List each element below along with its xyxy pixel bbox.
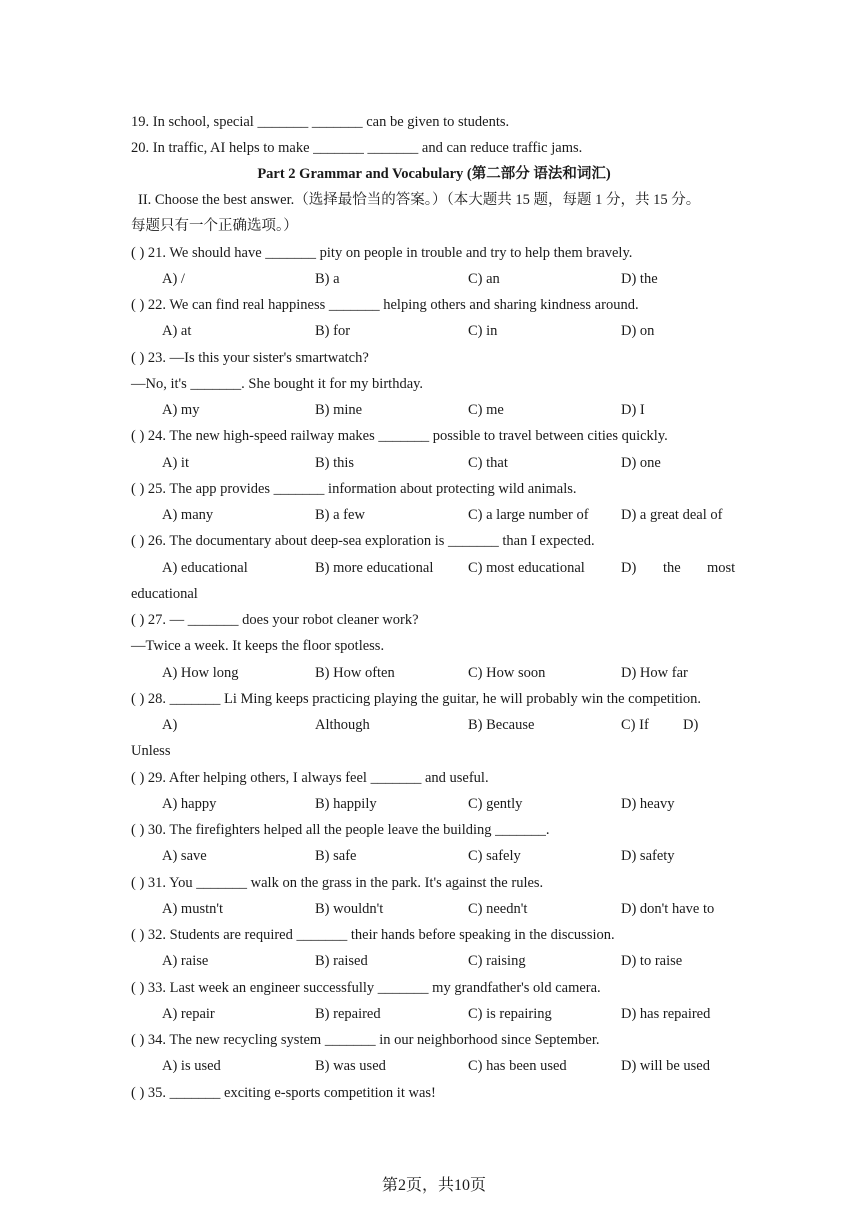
- option-a: A) at: [162, 323, 192, 339]
- question-34-stem: ( ) 34. The new recycling system _______ in our neighborhood since September.: [131, 1032, 600, 1048]
- option-c: C) needn't: [468, 901, 528, 917]
- option-d: D) How far: [621, 665, 688, 681]
- option-b: B) was used: [315, 1058, 386, 1074]
- option-b: B) a few: [315, 507, 365, 523]
- question-26-option-d-wrap: educational: [131, 586, 198, 602]
- option-c: C) raising: [468, 953, 526, 969]
- question-21-stem: ( ) 21. We should have _______ pity on people in trouble and try to help them bravely.: [131, 245, 633, 261]
- option-b: B) for: [315, 323, 351, 339]
- option-b: B) more educational: [315, 560, 434, 576]
- option-d-word-2: most: [707, 560, 736, 576]
- question-21-options: [131, 270, 739, 288]
- question-19: 19. In school, special _______ _______ can be given to students.: [131, 114, 510, 130]
- option-d: D): [683, 717, 699, 733]
- question-23-options: [131, 401, 739, 419]
- option-a: A) How long: [162, 665, 239, 681]
- question-25-stem: ( ) 25. The app provides _______ information about protecting wild animals.: [131, 481, 577, 497]
- question-32-stem: ( ) 32. Students are required _______ their hands before speaking in the discussion.: [131, 927, 615, 943]
- option-c: C) that: [468, 455, 508, 471]
- option-b: B) Because: [468, 717, 535, 733]
- option-c: C) me: [468, 402, 504, 418]
- option-c: C) has been used: [468, 1058, 567, 1074]
- instruction-line-1: II. Choose the best answer.（选择最恰当的答案。）（本大题共 15 题，每题 1 分，共 15 分。: [138, 192, 701, 208]
- option-b: B) How often: [315, 665, 395, 681]
- question-23-stem: ( ) 23. —Is this your sister's smartwatch?: [131, 350, 369, 366]
- option-b: B) happily: [315, 796, 377, 812]
- question-28-options: [131, 716, 739, 734]
- option-b: B) this: [315, 455, 355, 471]
- option-c: C) safely: [468, 848, 521, 864]
- option-a: A) repair: [162, 1006, 215, 1022]
- option-a: A) happy: [162, 796, 217, 812]
- question-33-stem: ( ) 33. Last week an engineer successfully _______ my grandfather's old camera.: [131, 980, 601, 996]
- option-a: A) it: [162, 455, 189, 471]
- option-c: C) is repairing: [468, 1006, 552, 1022]
- question-29-stem: ( ) 29. After helping others, I always feel _______ and useful.: [131, 770, 489, 786]
- question-27-reply: —Twice a week. It keeps the floor spotless.: [131, 638, 385, 654]
- option-c: C) a large number of: [468, 507, 589, 523]
- question-28-option-d-wrap: Unless: [131, 743, 171, 759]
- option-d: D) one: [621, 455, 661, 471]
- question-33-options: [131, 1005, 739, 1023]
- option-d: D) a great deal of: [621, 507, 723, 523]
- option-a: A) mustn't: [162, 901, 224, 917]
- question-22-options: [131, 322, 739, 340]
- option-d: D) will be used: [621, 1058, 710, 1074]
- option-a: A) educational: [162, 560, 248, 576]
- question-24-stem: ( ) 24. The new high-speed railway makes _______ possible to travel between cities quickly.: [131, 428, 668, 444]
- option-b: B) repaired: [315, 1006, 381, 1022]
- question-32-options: [131, 952, 739, 970]
- option-c: C) If: [621, 717, 649, 733]
- option-d: D) the: [621, 271, 658, 287]
- option-c: C) How soon: [468, 665, 546, 681]
- option-b: B) wouldn't: [315, 901, 384, 917]
- option-d: D) to raise: [621, 953, 683, 969]
- option-a: A) raise: [162, 953, 209, 969]
- page-number: 第2页，共10页: [381, 1177, 486, 1194]
- question-27-stem: ( ) 27. — _______ does your robot cleaner work?: [131, 612, 419, 628]
- option-a: A) save: [162, 848, 207, 864]
- question-24-options: [131, 454, 739, 472]
- question-29-options: [131, 795, 739, 813]
- option-a: A) my: [162, 402, 200, 418]
- option-c: C) an: [468, 271, 500, 287]
- option-b: B) safe: [315, 848, 357, 864]
- instruction-line-2: 每题只有一个正确选项。）: [131, 218, 298, 234]
- option-a: A): [162, 717, 178, 733]
- option-a: A) is used: [162, 1058, 221, 1074]
- question-30-stem: ( ) 30. The firefighters helped all the people leave the building _______.: [131, 822, 550, 838]
- question-23-reply: —No, it's _______. She bought it for my birthday.: [131, 376, 424, 392]
- option-c: C) gently: [468, 796, 523, 812]
- option-d: D) don't have to: [621, 901, 715, 917]
- option-b: B) raised: [315, 953, 368, 969]
- option-a: A) /: [162, 271, 185, 287]
- option-d: D) I: [621, 402, 645, 418]
- question-20: 20. In traffic, AI helps to make _______ _______ and can reduce traffic jams.: [131, 140, 583, 156]
- option-b: B) a: [315, 271, 340, 287]
- question-27-options: [131, 664, 739, 682]
- question-30-options: [131, 847, 739, 865]
- option-a: A) many: [162, 507, 214, 523]
- question-26-stem: ( ) 26. The documentary about deep-sea exploration is _______ than I expected.: [131, 533, 595, 549]
- question-26-options: [131, 559, 739, 577]
- option-c: C) most educational: [468, 560, 585, 576]
- option-d: D) safety: [621, 848, 675, 864]
- section-title: Part 2 Grammar and Vocabulary (第二部分 语法和词汇): [257, 166, 611, 182]
- option-c: C) in: [468, 323, 498, 339]
- option-d: D): [621, 560, 637, 576]
- question-22-stem: ( ) 22. We can find real happiness _______ helping others and sharing kindness around.: [131, 297, 639, 313]
- question-34-options: [131, 1057, 739, 1075]
- question-25-options: [131, 506, 739, 524]
- question-28-stem: ( ) 28. _______ Li Ming keeps practicing playing the guitar, he will probably win the competition.: [131, 691, 702, 707]
- question-31-stem: ( ) 31. You _______ walk on the grass in the park. It's against the rules.: [131, 875, 544, 891]
- option-d: D) has repaired: [621, 1006, 711, 1022]
- option-d: D) heavy: [621, 796, 675, 812]
- option-d: D) on: [621, 323, 655, 339]
- question-31-options: [131, 900, 739, 918]
- option-a-text: Although: [315, 717, 370, 733]
- question-35-stem: ( ) 35. _______ exciting e-sports competition it was!: [131, 1085, 436, 1101]
- option-b: B) mine: [315, 402, 363, 418]
- option-d-word-1: the: [663, 560, 681, 576]
